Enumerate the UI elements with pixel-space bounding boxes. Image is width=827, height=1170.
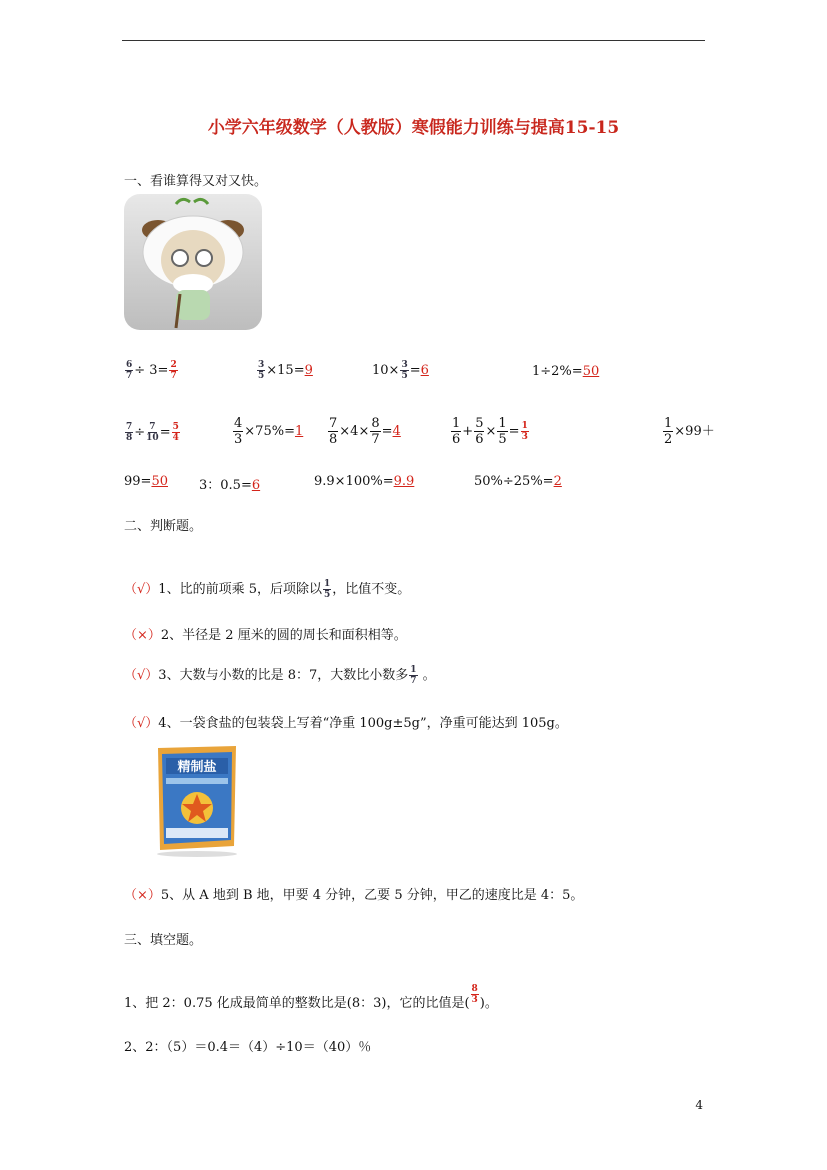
calc-3-2: 3：0.5=6 — [199, 478, 261, 493]
calc-1-1: $\frac{6}{7}$ ÷ 3= $\frac{2}{7}$ — [126, 360, 177, 381]
calc-2-1: $\frac{7}{8}$ ÷ $\frac{7}{10}$ = $\frac{5}{4}$ — [126, 422, 179, 443]
header-rule — [122, 40, 705, 41]
page-title: 小学六年级数学（人教版）寒假能力训练与提高15-15 — [207, 118, 620, 138]
judge-item-2: （×）2、半径是 2 厘米的圆的周长和面积相等。 — [124, 628, 407, 643]
section-3-heading: 三、填空题。 — [124, 933, 203, 948]
calc-3-1: 99=50 — [124, 474, 168, 489]
section-2-heading: 二、判断题。 — [124, 519, 203, 534]
calc-1-4: 1÷2%=50 — [532, 364, 600, 379]
calc-3-4: 50%÷25%=2 — [474, 474, 562, 489]
calc-2-5: $\frac{1}{2}$ ×99＋ — [664, 416, 715, 447]
judge-item-3: （√）3、大数与小数的比是 8：7，大数比小数多 $\frac{1}{7}$ 。 — [124, 665, 436, 686]
calc-2-3: $\frac{7}{8}$ ×4× $\frac{8}{7}$ =4 — [329, 416, 401, 447]
section-1-heading: 一、看谁算得又对又快。 — [124, 174, 268, 189]
judge-item-4: （√）4、一袋食盐的包装袋上写着“净重 100g±5g”，净重可能达到 105g。 — [124, 716, 568, 731]
fill-item-2: 2、2：（5）＝0.4＝（4）÷10＝（40）％ — [124, 1040, 372, 1055]
judge-item-5: （×）5、从 A 地到 B 地，甲要 4 分钟，乙要 5 分钟，甲乙的速度比是 4：5。 — [124, 888, 584, 903]
fill-item-1: 1、把 2：0.75 化成最简单的整数比是(8：3)，它的比值是( $\frac{8}{3}$ )。 — [124, 984, 498, 1011]
salt-bag-image — [152, 742, 242, 858]
svg-text:精制盐: 精制盐 — [177, 760, 217, 775]
judge-item-1: （√）1、比的前项乘 5，后项除以 $\frac{1}{5}$ ，比值不变。 — [124, 579, 411, 600]
calc-2-2: $\frac{4}{3}$ ×75%=1 — [234, 416, 304, 447]
sheep-cartoon-image — [124, 194, 262, 330]
calc-2-4: $\frac{1}{6}$ + $\frac{5}{6}$ × $\frac{1}{5}$ = $\frac{1}{3}$ — [452, 416, 528, 447]
calc-3-3: 9.9×100%=9.9 — [314, 474, 415, 489]
calc-1-3: 10× $\frac{3}{5}$ =6 — [372, 360, 429, 381]
calc-1-2: $\frac{3}{5}$ ×15=9 — [258, 360, 313, 381]
page-number: 4 — [695, 1098, 703, 1112]
